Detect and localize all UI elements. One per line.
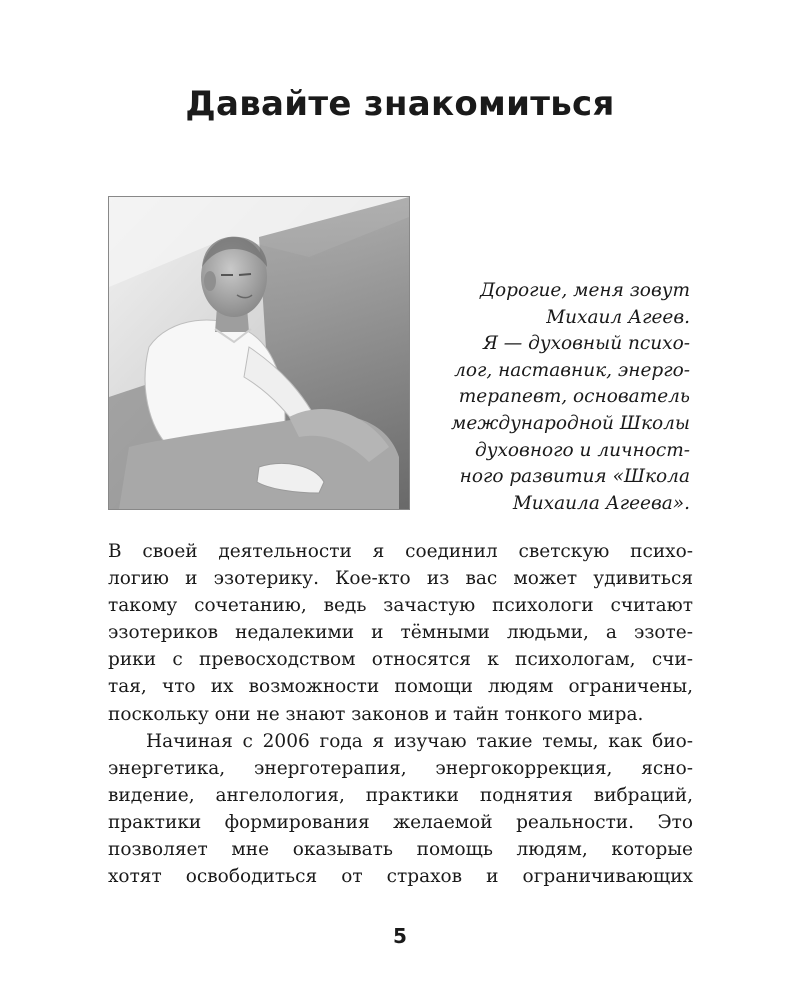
intro-line: лог, наставник, энерго- (454, 359, 690, 381)
body-paragraphs (108, 538, 693, 890)
author-photo (108, 196, 410, 510)
body-line: хотят освободиться от страхов и ограничивающих (108, 866, 693, 888)
intro-line: международной Школы (451, 412, 690, 434)
body-line: тая, что их возможности помощи людям ограничены, (108, 676, 693, 698)
intro-line: Михаила Агеева». (512, 492, 690, 514)
page-title: Давайте знакомиться (185, 84, 615, 124)
body-line: рики с превосходством относятся к психологам, счи- (108, 649, 693, 671)
body-line: позволяет мне оказывать помощь людям, которые (108, 839, 693, 861)
body-line: такому сочетанию, ведь зачастую психологи считают (108, 595, 693, 617)
body-line: энергетика, энерготерапия, энергокоррекция, ясно- (108, 757, 693, 779)
intro-line: ного развития «Школа (459, 466, 690, 488)
body-line: практики формирования желаемой реальности. Это (108, 811, 693, 833)
intro-line: Я — духовный психо- (482, 333, 690, 355)
body-line: Начиная с 2006 года я изучаю такие темы, как био- (146, 730, 693, 752)
body-line: эзотериков недалекими и тёмными людьми, а эзоте- (108, 622, 693, 644)
body-line: поскольку они не знают законов и тайн тонкого мира. (108, 703, 644, 725)
intro-line: терапевт, основатель (458, 386, 690, 408)
intro-line: духовного и личност- (475, 439, 690, 461)
body-line: В своей деятельности я соединил светскую психо- (108, 541, 693, 562)
body-line: видение, ангелология, практики поднятия вибраций, (108, 784, 693, 806)
intro-line: Дорогие, меня зовут (479, 280, 690, 301)
portrait-photo-icon (109, 197, 409, 509)
intro-line: Михаил Агеев. (546, 306, 690, 328)
page-number: 5 (393, 924, 407, 948)
intro-italic-paragraph (418, 278, 690, 517)
body-line: логию и эзотерику. Кое-кто из вас может удивиться (108, 568, 693, 590)
